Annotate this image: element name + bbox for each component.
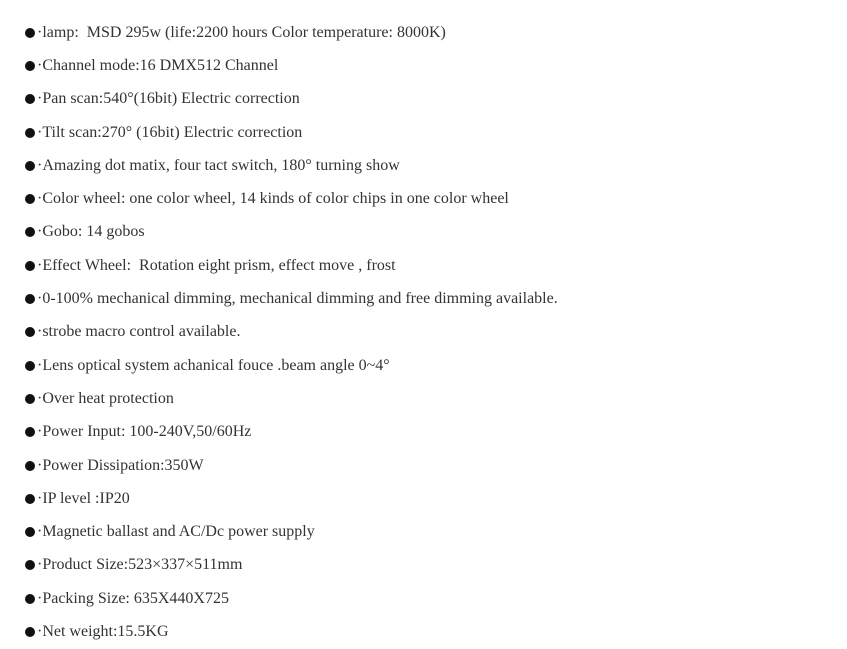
- spec-text: ·Packing Size: 635X440X725: [37, 589, 229, 607]
- bullet-icon: [25, 394, 35, 404]
- spec-item-lens: [25, 349, 825, 382]
- bullet-icon: [25, 294, 35, 304]
- bullet-icon: [25, 261, 35, 271]
- bullet-icon: [25, 560, 35, 570]
- spec-text: ·Pan scan:540°(16bit) Electric correction: [37, 90, 300, 108]
- bullet-icon: [25, 427, 35, 437]
- bullet-icon: [25, 194, 35, 204]
- bullet-icon: [25, 594, 35, 604]
- spec-list: [25, 16, 825, 649]
- spec-item-power-dissipation: [25, 449, 825, 482]
- spec-text: ·Color wheel: one color wheel, 14 kinds of color chips in one color wheel: [37, 190, 509, 208]
- spec-item-pan-scan: [25, 83, 825, 116]
- spec-text: ·Gobo: 14 gobos: [37, 223, 145, 241]
- spec-text: ·Channel mode:16 DMX512 Channel: [37, 56, 279, 74]
- bullet-icon: [25, 94, 35, 104]
- bullet-icon: [25, 227, 35, 237]
- bullet-icon: [25, 161, 35, 171]
- spec-item-heat-protection: [25, 382, 825, 415]
- bullet-icon: [25, 361, 35, 371]
- bullet-icon: [25, 128, 35, 138]
- spec-item-tilt-scan: [25, 116, 825, 149]
- bullet-icon: [25, 461, 35, 471]
- spec-text: ·0-100% mechanical dimming, mechanical dimming and free dimming available.: [37, 290, 558, 308]
- bullet-icon: [25, 627, 35, 637]
- spec-text: ·Lens optical system achanical fouce .beam angle 0~4°: [37, 356, 390, 374]
- spec-item-effect-wheel: [25, 249, 825, 282]
- spec-item-product-size: [25, 549, 825, 582]
- spec-item-net-weight: [25, 615, 825, 648]
- bullet-icon: [25, 28, 35, 38]
- bullet-icon: [25, 494, 35, 504]
- spec-item-channel-mode: [25, 49, 825, 82]
- spec-item-ip-level: [25, 482, 825, 515]
- spec-text: ·Magnetic ballast and AC/Dc power supply: [37, 523, 315, 541]
- spec-item-dot-matrix: [25, 149, 825, 182]
- spec-item-strobe: [25, 316, 825, 349]
- bullet-icon: [25, 327, 35, 337]
- spec-item-gobo: [25, 216, 825, 249]
- spec-text: ·Power Input: 100-240V,50/60Hz: [37, 423, 252, 441]
- spec-text: ·Over heat protection: [37, 389, 174, 407]
- spec-item-lamp: [25, 16, 825, 49]
- spec-item-power-input: [25, 416, 825, 449]
- spec-item-packing-size: [25, 582, 825, 615]
- spec-text: ·Tilt scan:270° (16bit) Electric correction: [37, 123, 303, 141]
- spec-text: ·strobe macro control available.: [37, 323, 241, 341]
- spec-text: ·lamp: MSD 295w (life:2200 hours Color temperature: 8000K): [37, 23, 446, 41]
- spec-item-ballast: [25, 515, 825, 548]
- spec-text: ·IP level :IP20: [37, 489, 130, 507]
- spec-text: ·Effect Wheel: Rotation eight prism, effect move , frost: [37, 256, 396, 274]
- spec-text: ·Net weight:15.5KG: [37, 622, 169, 640]
- spec-text: ·Amazing dot matix, four tact switch, 180° turning show: [37, 156, 400, 174]
- bullet-icon: [25, 61, 35, 71]
- spec-item-dimming: [25, 282, 825, 315]
- spec-item-color-wheel: [25, 182, 825, 215]
- spec-text: ·Power Dissipation:350W: [37, 456, 204, 474]
- spec-text: ·Product Size:523×337×511mm: [37, 556, 243, 574]
- bullet-icon: [25, 527, 35, 537]
